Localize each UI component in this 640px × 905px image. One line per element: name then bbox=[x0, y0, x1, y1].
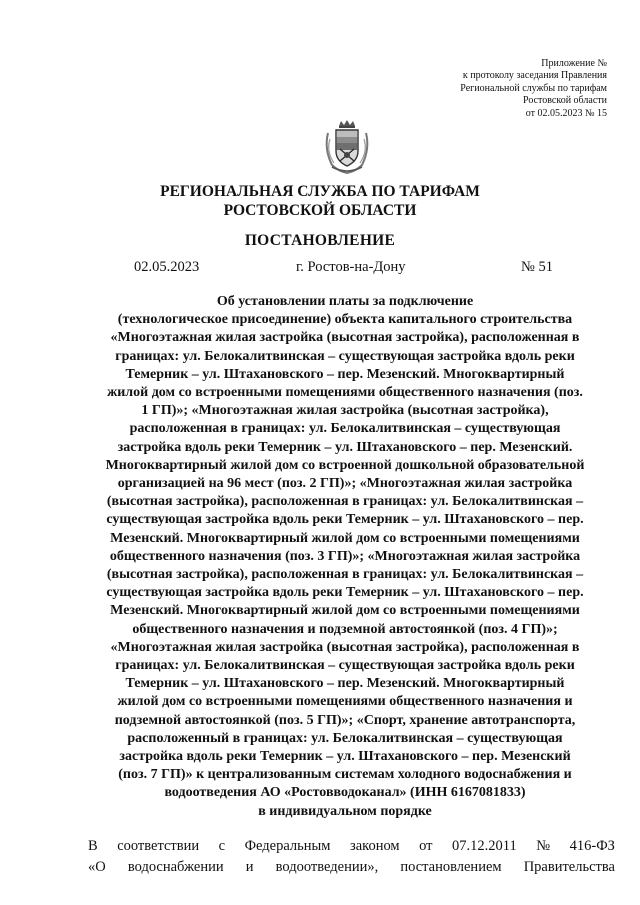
document-type: ПОСТАНОВЛЕНИЕ bbox=[244, 232, 396, 249]
body-word: соответствии bbox=[117, 838, 200, 854]
body-word: законом bbox=[349, 838, 400, 854]
appendix-line: Региональной службы по тарифам bbox=[460, 82, 607, 94]
agency-name-line: РОСТОВСКОЙ ОБЛАСТИ bbox=[223, 202, 417, 219]
body-word: водоснабжении bbox=[127, 859, 224, 875]
title-line: (поз. 7 ГП)» к централизованным системам холодного водоснабжения и bbox=[118, 767, 572, 783]
body-word: Правительства bbox=[523, 859, 615, 875]
document-title bbox=[80, 293, 610, 821]
appendix-note bbox=[460, 58, 607, 120]
title-line: существующая застройка вдоль реки Темерник – ул. Штахановского – пер. bbox=[106, 512, 584, 528]
title-line: «Многоэтажная жилая застройка (высотная застройка), расположенная в bbox=[110, 330, 580, 346]
agency-name-line: РЕГИОНАЛЬНАЯ СЛУЖБА ПО ТАРИФАМ bbox=[160, 183, 480, 200]
appendix-line: Ростовской области bbox=[523, 95, 607, 107]
title-line: общественного назначения (поз. 3 ГП)»; «Многоэтажная жилая застройка bbox=[109, 548, 581, 564]
title-line: 1 ГП)»; «Многоэтажная жилая застройка (высотная застройка), bbox=[141, 403, 549, 419]
body-paragraph-line bbox=[88, 838, 615, 855]
document-date: 02.05.2023 bbox=[134, 259, 200, 275]
body-word: Федеральным bbox=[244, 838, 331, 854]
title-line: организацией на 96 мест (поз. 2 ГП)»; «Многоэтажная жилая застройка bbox=[117, 476, 573, 492]
title-line: расположенный в границах: ул. Белокалитвинская – существующая bbox=[127, 730, 563, 746]
body-word: 416-ФЗ bbox=[569, 838, 615, 854]
title-line: подземной автостоянкой (поз. 5 ГП)»; «Спорт, хранение автотранспорта, bbox=[114, 712, 576, 728]
title-line: Об установлении платы за подключение bbox=[216, 294, 474, 309]
title-line: границах: ул. Белокалитвинская – существующая застройка вдоль реки bbox=[115, 348, 575, 364]
title-line: Мезенский. Многоквартирный жилой дом со встроенными помещениями bbox=[110, 530, 580, 546]
coat-of-arms-icon bbox=[322, 119, 372, 175]
title-line: (технологическое присоединение) объекта капитального строительства bbox=[117, 312, 573, 328]
appendix-line: к протоколу заседания Правления bbox=[462, 70, 607, 82]
title-line: в индивидуальном порядке bbox=[258, 803, 432, 819]
title-line: существующая застройка вдоль реки Темерник – ул. Штахановского – пер. bbox=[106, 585, 584, 601]
title-line: Темерник – ул. Штахановского – пер. Мезенский. Многоквартирный bbox=[125, 366, 565, 382]
title-line: (высотная застройка), расположенная в границах: ул. Белокалитвинская – bbox=[106, 494, 584, 510]
agency-name bbox=[0, 182, 640, 220]
body-word: водоотведении», bbox=[275, 859, 379, 875]
body-word: «О bbox=[88, 859, 106, 875]
title-line: общественного назначения и подземной автостоянкой (поз. 4 ГП)»; bbox=[132, 621, 558, 637]
document-city: г. Ростов-на-Дону bbox=[296, 259, 406, 275]
title-line: водоотведения АО «Ростовводоканал» (ИНН 6167081833) bbox=[164, 785, 526, 801]
title-line: застройка вдоль реки Темерник – ул. Штахановского – пер. Мезенский. bbox=[117, 439, 573, 455]
title-line: (высотная застройка), расположенная в границах: ул. Белокалитвинская – bbox=[106, 567, 584, 583]
title-line: застройка вдоль реки Темерник – ул. Штахановского – пер. Мезенский bbox=[119, 749, 571, 765]
title-line: «Многоэтажная жилая застройка (высотная застройка), расположенная в bbox=[110, 639, 580, 655]
title-line: границах: ул. Белокалитвинская – существующая застройка вдоль реки bbox=[115, 658, 575, 674]
title-line: жилой дом со встроенными помещениями общественного назначения и bbox=[117, 694, 573, 710]
appendix-line: Приложение № bbox=[541, 58, 607, 69]
body-word: В bbox=[88, 838, 98, 854]
title-line: расположенная в границах: ул. Белокалитвинская – существующая bbox=[129, 421, 561, 437]
body-word: № bbox=[536, 838, 551, 854]
body-word: с bbox=[218, 838, 226, 854]
title-line: жилой дом со встроенными помещениями общественного назначения (поз. bbox=[107, 385, 583, 401]
body-word: постановлением bbox=[400, 859, 502, 875]
body-word: и bbox=[245, 859, 254, 875]
title-line: Темерник – ул. Штахановского – пер. Мезенский. Многоквартирный bbox=[125, 676, 565, 692]
body-word: 07.12.2011 bbox=[452, 838, 517, 854]
title-line: Многоквартирный жилой дом со встроенной дошкольной образовательной bbox=[105, 457, 585, 473]
appendix-line: от 02.05.2023 № 15 bbox=[525, 107, 607, 119]
body-paragraph-line bbox=[88, 859, 615, 876]
body-word: от bbox=[419, 838, 433, 854]
title-line: Мезенский. Многоквартирный жилой дом со встроенными помещениями bbox=[110, 603, 580, 619]
document-number: № 51 bbox=[521, 259, 553, 275]
